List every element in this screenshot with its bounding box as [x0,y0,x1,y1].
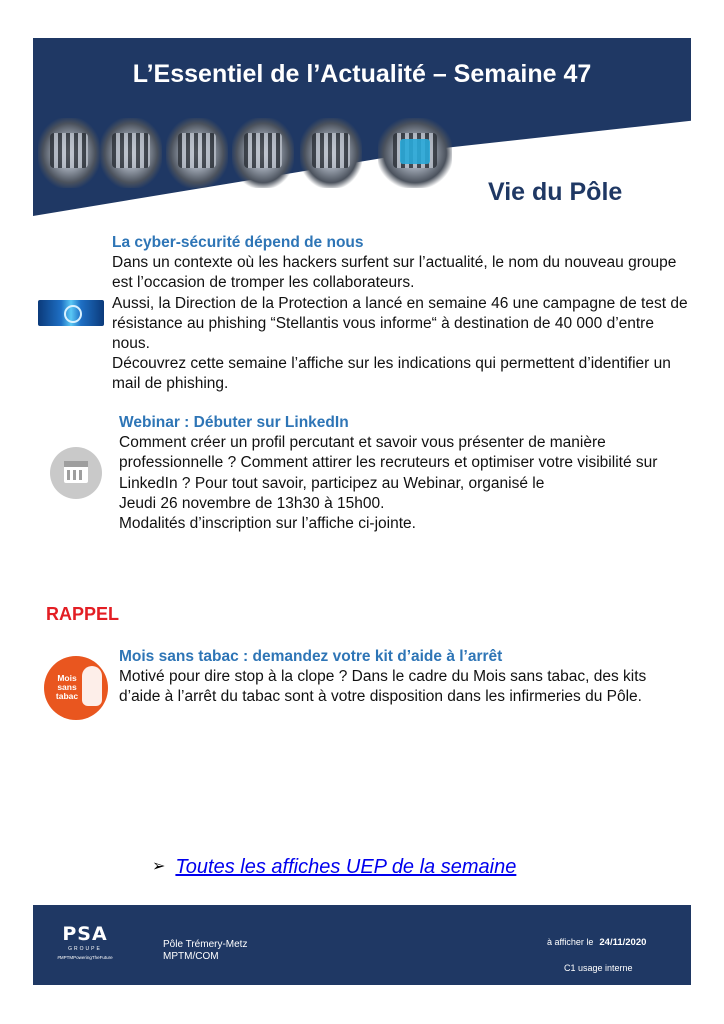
article-title: Mois sans tabac : demandez votre kit d’aide à l’arrêt [119,648,503,665]
article-webinar [119,413,689,534]
cyber-security-icon [38,300,104,326]
date-value: 24/11/2020 [599,937,647,948]
org-line: MPTM/COM [163,951,219,962]
all-posters-link[interactable]: Toutes les affiches UEP de la semaine [175,856,517,878]
article-paragraph: Découvrez cette semaine l’affiche sur les indications qui permettent d’identifier un mail de phishing. [112,355,671,393]
hand-icon [82,666,102,706]
org-line: Pôle Trémery-Metz [163,939,248,950]
logo-tagline: #MPTMPoweringTheFuture [57,955,113,960]
article-paragraph: Jeudi 26 novembre de 13h30 à 15h00. [119,494,385,512]
engine-image [378,118,452,188]
article-title: La cyber-sécurité dépend de nous [112,234,364,251]
engine-image [100,118,162,188]
psa-logo [55,923,115,960]
article-paragraph: Aussi, la Direction de la Protection a lancé en semaine 46 une campagne de test de résistance au phishing “Stellantis vous informe“ à destination de 40 000 d’entre nous. [112,294,688,353]
page-title: L’Essentiel de l’Actualité – Semaine 47 [132,60,592,88]
rappel-heading: RAPPEL [46,604,120,624]
display-date [547,937,646,948]
engine-image [300,118,362,188]
section-title: Vie du Pôle [488,178,623,206]
classification-label: C1 usage interne [564,963,633,973]
footer [33,905,691,985]
article-mois-sans-tabac [119,647,689,708]
footer-organization [163,939,247,963]
mois-sans-tabac-icon [44,656,108,720]
engine-image [38,118,100,188]
article-paragraph: Motivé pour dire stop à la clope ? Dans le cadre du Mois sans tabac, des kits d’aide à l’arrêt du tabac sont à votre disposition dans les infirmeries du Pôle. [119,668,647,706]
tabac-badge-text: Mois sans tabac [55,673,79,701]
arrow-bullet-icon: ➢ [152,858,166,875]
engine-image [232,118,294,188]
article-paragraph: Dans un contexte où les hackers surfent sur l’actualité, le nom du nouveau groupe est l’occasion de tromper les collaborateurs. [112,254,677,292]
article-title: Webinar : Débuter sur LinkedIn [119,414,349,431]
logo-text: PSA [62,923,108,945]
posters-link-row [152,856,516,879]
engine-image [166,118,228,188]
engine-images [38,118,453,198]
logo-subtext: GROUPE [68,946,102,952]
article-paragraph: Comment créer un profil percutant et savoir vous présenter de manière professionnelle ? Comment attirer les recruteurs et optimiser votre visibilité sur LinkedIn ? Pour tout savoir, participez au Webinar, organisé le [119,434,658,492]
article-paragraph: Modalités d’inscription sur l’affiche ci-jointe. [119,515,416,533]
calendar-icon [50,447,102,499]
article-cyber-security [112,233,692,395]
date-label: à afficher le [547,937,594,947]
